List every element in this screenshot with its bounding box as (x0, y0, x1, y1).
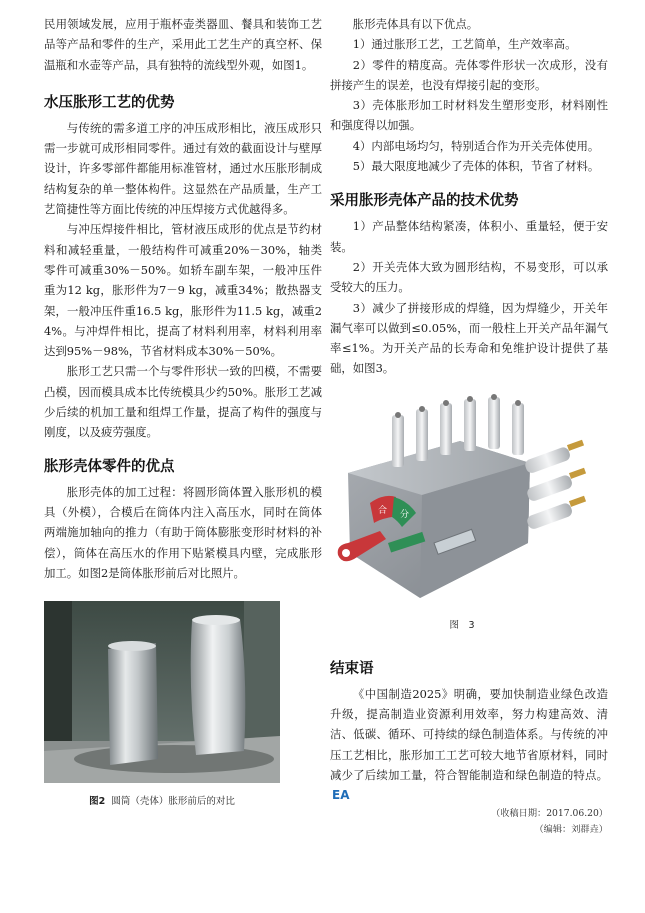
figure-3-caption: 图 3 (449, 619, 475, 631)
left-column (44, 14, 322, 807)
advantage-item: 2）零件的精度高。壳体零件形状一次成形，没有拼接产生的误差，也没有焊接引起的变形。 (330, 57, 608, 92)
right-column (330, 14, 608, 838)
figure-2-cylinders-illustration (44, 601, 280, 783)
figure-3-switch-illustration (330, 393, 594, 613)
body-paragraph: 胀形工艺只需一个与零件形状一致的凹模，不需要凸模，因而模具成本比传统模具少约50%。胀形工艺减少后续的机加工量和组焊工作量，提高了构件的强度与刚度，以及疲劳强度。 (44, 364, 322, 440)
cylinder-before-bulging (108, 643, 158, 765)
side-bushings (524, 439, 586, 530)
indicator-label-close: 合 (378, 505, 388, 516)
conclusion-paragraph (330, 684, 608, 806)
cylinder-after-bulging (191, 619, 246, 755)
figure-2-label: 图2 (89, 796, 106, 808)
intro-paragraph: 民用领域发展，应用于瓶杯壶类器皿、餐具和装饰工艺品等产品和零件的生产，采用此工艺生产的真空杯、保温瓶和水壶等产品，具有独特的流线型外观，如图1。 (44, 17, 322, 72)
body-paragraph: 与冲压焊接件相比，管材液压成形的优点是节约材料和减轻重量，一般结构件可减重20%－30%，轴类零件可减重30%－50%。如轿车副车架，一般冲压件重为12 kg，胀形件为7－9 kg，减重34%；散热器支架，一般冲压件重16.5 kg，胀形件为11.5 kg，减重24%。与冲焊件相比，提高了材料利用率，材料利用率达到95%－98%，节省材料成本30%－50%。 (44, 222, 322, 359)
conclusion-text: 《中国制造2025》明确，要加快制造业绿色改造升级，提高制造业资源利用效率，努力构建高效、清洁、低碳、循环、可持续的绿色制造体系。与传统的冲压工艺相比，胀形加工工艺可较大地节省原材料，同时减少了后续加工量，符合智能制造和绿色制造的特点。 (330, 686, 608, 782)
ea-logo: EA (332, 788, 350, 803)
editor-credit: （编辑：刘群垚） (534, 823, 608, 835)
advantage-item: 5）最大限度地减少了壳体的体积，节省了材料。 (352, 159, 600, 174)
received-date: （收稿日期：2017.06.20） (491, 807, 608, 819)
section-heading-technical-advantages: 采用胀形壳体产品的技术优势 (330, 193, 519, 210)
section-heading-conclusion: 结束语 (330, 660, 374, 677)
body-paragraph: 与传统的需多道工序的冲压成形相比，液压成形只需一步就可成形相同零件。通过有效的截面设计与壁厚设计，许多零部件都能用标准管材，通过水压胀形制成结构复杂的单一整体构件。这显然在产品质量，生产工艺简捷性等方面比传统的冲压焊接方式优越得多。 (44, 120, 322, 217)
advantages-intro: 胀形壳体具有以下优点。 (352, 17, 479, 31)
body-paragraph: 2）开关壳体大致为圆形结构，不易变形，可以承受较大的压力。 (330, 259, 608, 295)
body-paragraph: 1）产品整体结构紧凑，体积小、重量轻，便于安装。 (330, 219, 608, 254)
body-paragraph: 3）减少了拼接形成的焊缝，因为焊缝少，开关年漏气率可以做到≤0.05%，而一般柱上开关产品年漏气率≤1%。为开关产品的长寿命和免维护设计提供了基础，如图3。 (330, 300, 608, 376)
figure-2-caption (44, 793, 280, 807)
figure-2-photo (44, 601, 280, 783)
section-heading-bulged-shell-advantages: 胀形壳体零件的优点 (44, 458, 175, 475)
indicator-label-open: 分 (400, 509, 410, 520)
advantage-item: 3）壳体胀形加工时材料发生塑形变形，材料刚性和强度得以加强。 (330, 98, 608, 133)
body-paragraph: 胀形壳体的加工过程：将圆形筒体置入胀形机的模具（外模），合模后在筒体内注入高压水，同时在筒体两端施加轴向的推力（有助于筒体膨胀变形时材料的补偿），筒体在高压水的作用下贴紧模具内壁，完成胀形加工。如图2是筒体胀形前后对比照片。 (44, 484, 322, 580)
section-heading-hydraulic-bulging-advantages: 水压胀形工艺的优势 (44, 94, 175, 111)
figure-2-caption-text: 圆筒（壳体）胀形前后的对比 (111, 796, 235, 808)
advantage-item: 4）内部电场均匀，特别适合作为开关壳体使用。 (352, 138, 600, 153)
advantage-item: 1）通过胀形工艺，工艺简单，生产效率高。 (352, 37, 577, 52)
figure-3-photo (330, 393, 594, 613)
